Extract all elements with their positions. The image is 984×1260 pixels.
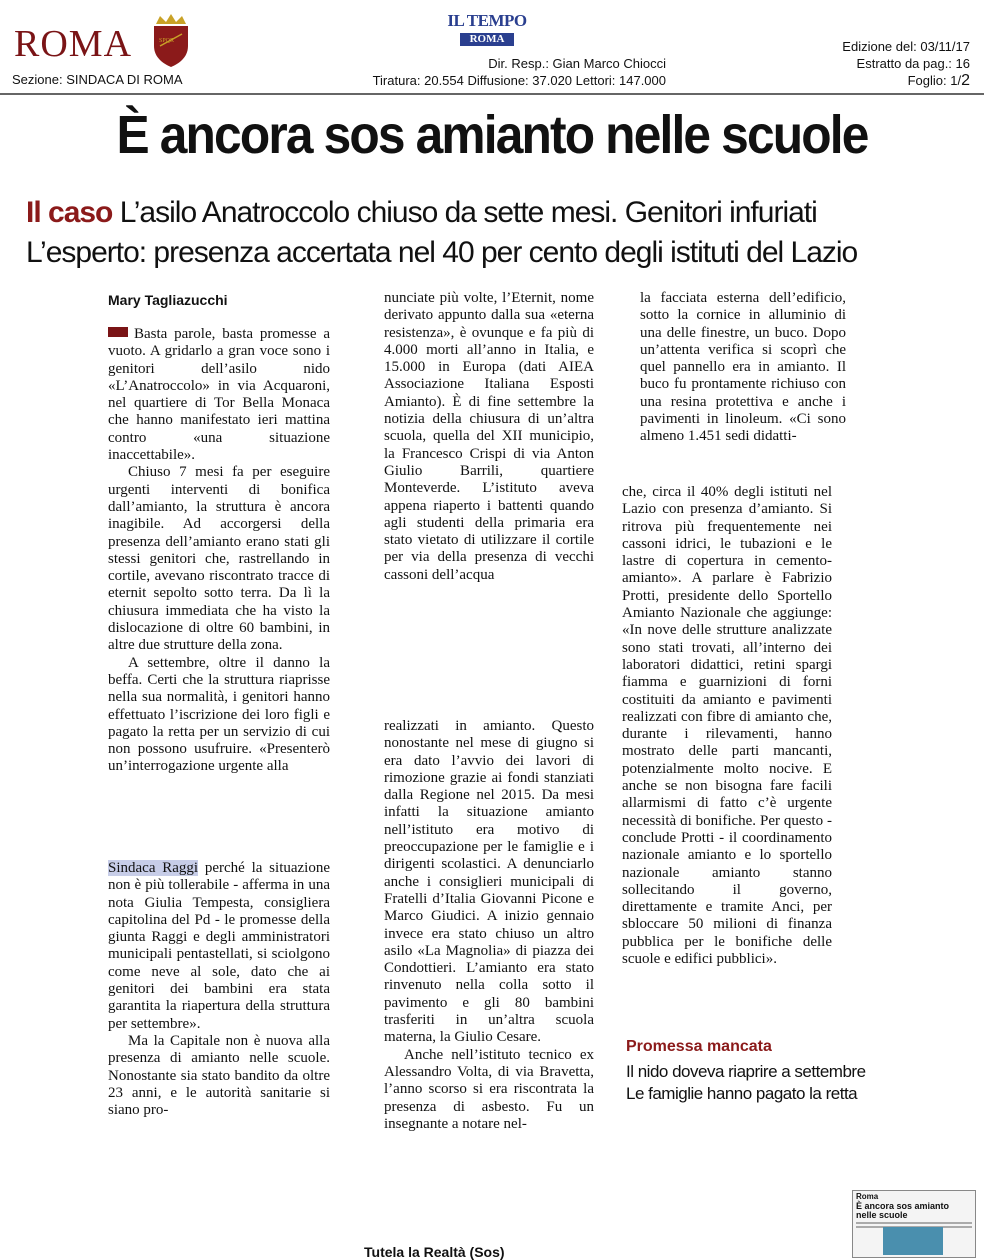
publication-info: [336, 55, 666, 89]
paragraph: [108, 860, 330, 1033]
paragraph: A settembre, oltre il danno la beffa. Certi che la struttura riaprisse nella sua normalità, i genitori hanno effettuato l’iscrizione dei loro figli e pagato la retta per un servizio di cui non possono usufruire. «Presenterò un’interrogazione urgente alla: [108, 654, 330, 775]
column-3-top: [640, 290, 846, 446]
thumbnail-title: È ancora sos amianto nelle scuole: [856, 1201, 950, 1220]
paragraph: la facciata esterna dell’edificio, sotto la cornice in alluminio di una delle finestre, un buco. Dopo un’attenta verifica si scoprì che quel pannello era in amianto. Il buco fu prontamente richiuso con una resina protettiva e anche i pavimenti in linoleum. «Ci sono almeno 1.451 sedi didatti-: [640, 290, 846, 445]
article-title: È ancora sos amianto nelle scuole: [116, 105, 868, 165]
page-header: [0, 0, 984, 92]
paragraph: Chiuso 7 mesi fa per eseguire urgenti interventi di bonifica dall’amianto, la struttura è ancora inagibile. Ad accorgersi della presenza dell’amianto erano stati gli stessi genitori che, rastrellando in cortile, avevano riscontrato tracce di eternit sepolto sotto terra. Da lì la chiusura immediata che ha visto la dislocazione di oltre 60 bambini, in altre due strutture della zona.: [108, 464, 330, 654]
sheet-total: 2: [961, 72, 970, 89]
section-label: Sezione: SINDACA DI ROMA: [12, 72, 183, 87]
column-2-bottom: [384, 718, 594, 1133]
column-2-top: [384, 290, 594, 584]
article-subtitle-2: L’esperto: presenza accertata nel 40 per cento degli istituti del Lazio: [26, 236, 858, 269]
paragraph: Anche nell’istituto tecnico ex Alessandro Volta, di via Bravetta, l’anno scorso si era riscontrata la presenza di asbesto. Fu un insegnante a notare nel-: [384, 1046, 594, 1132]
column-1-bottom: [108, 860, 330, 1119]
kicker: Il caso: [26, 196, 113, 229]
sidebar-box-title: Promessa mancata: [626, 1038, 772, 1055]
byline: Mary Tagliazucchi: [108, 292, 228, 308]
svg-text:SPQR: SPQR: [159, 38, 175, 44]
paragraph-text: Basta parole, basta promesse a vuoto. A gridarlo a gran voce sono i genitori dell’asilo nido «L’Anatroccolo» in via Acquaroni, nel quartiere di Tor Bella Monaca che hanno manifestato ieri mattina contro «una situazione inaccettabile».: [108, 326, 330, 464]
paragraph: nunciate più volte, l’Eternit, nome derivato appunto dalla sua «eterna resistenza», è ovunque e fa più di 4.000 morti all’anno in Italia, e 15.000 in Europa (dati AIEA Associazione Italiana Esposti Amianto). È di fine settembre la notizia della chiusura di un’altra scuola, quella del XII municipio, la Francesco Crispi di via Anton Giulio Barrili, quartiere Monteverde. L’istituto aveva appena riaperto i battenti quando agli studenti della primaria era stato vietato di utilizzare il cortile per via della presenza di vecchi cassoni dell’acqua: [384, 290, 594, 583]
masthead-roma: ROMA: [14, 23, 133, 65]
thumbnail-tag: Roma: [856, 1192, 879, 1201]
column-3-bottom: [622, 484, 832, 968]
newspaper-logo: [432, 12, 542, 47]
logo-line-2: ROMA: [460, 33, 515, 46]
thumbnail-line: [856, 1222, 972, 1224]
page-extract: Estratto da pag.: 16: [856, 56, 970, 71]
roma-crest-icon: [150, 12, 192, 68]
thumbnail-photo: [883, 1227, 943, 1255]
sheet-prefix: Foglio: 1/: [907, 73, 962, 88]
sidebar-box-line-2: Le famiglie hanno pagato la retta: [626, 1084, 858, 1103]
paragraph: realizzati in amianto. Questo nonostante nel mese di giugno si era dato l’avvio dei lavori di rimozione grazie ai fondi stanziati dalla Regione nel 2015. Da mesi infatti la situazione amianto nell’istituto era motivo di preoccupazione per le famiglie e i dirigenti scolastici. A denunciarlo anche i consiglieri municipali di Fratelli d’Italia Giovanni Picone e Marco Giudici. A inizio gennaio invece era stato chiuso un altro asilo «La Magnolia» di piazza dei Condottieri. L’amianto era stato rinvenuto nella colla sotto il pavimento e gli 80 bambini trasferiti in un’altra scuola materna, la Giulio Cesare.: [384, 718, 594, 1046]
highlighted-text: Sindaca Raggi: [108, 860, 199, 876]
column-1-top: [108, 326, 330, 776]
logo-line-1: IL TEMPO: [447, 11, 527, 30]
sidebar-box-line-1: Il nido doveva riaprire a settembre: [626, 1062, 866, 1081]
lead-square-icon: [108, 327, 128, 337]
circulation-line: Tiratura: 20.554 Diffusione: 37.020 Lettori: 147.000: [372, 73, 666, 88]
paragraph-text: perché la situazione non è più tollerabile - afferma in una nota Giulia Tempesta, consigliera capitolina del Pd - le promesse della giunta Raggi e degli amministratori municipali pentastellati, si sciolgono come neve al sole, dato che ai genitori dei bambini era stata garantita la riapertura della struttura per settembre».: [108, 860, 330, 1032]
edition-info: [842, 38, 970, 89]
paragraph: Ma la Capitale non è nuova alla presenza di amianto nelle scuole. Nonostante sia stato bandito da oltre 23 anni, e le autorità sanitarie si siano pro-: [108, 1032, 330, 1119]
subtitle-1-text: L’asilo Anatroccolo chiuso da sette mesi. Genitori infuriati: [119, 196, 817, 229]
cut-caption: Tutela la Realtà (Sos): [364, 1244, 505, 1260]
page-thumbnail[interactable]: [852, 1190, 976, 1258]
sheet-number: [842, 72, 970, 89]
paragraph: [108, 326, 330, 464]
header-divider: [0, 93, 984, 95]
edition-date: Edizione del: 03/11/17: [842, 39, 970, 54]
director-line: Dir. Resp.: Gian Marco Chiocci: [488, 56, 666, 71]
article-subtitle-1: [26, 196, 817, 230]
paragraph: che, circa il 40% degli istituti nel Lazio con presenza d’amianto. Si ritrova più frequentemente nei cassoni idrici, le tubazioni e le lastre di copertura in cemento-amianto». A parlare è Fabrizio Protti, presidente dello Sportello Amianto Nazionale che aggiunge: «In nove delle strutture analizzate sono stati trovati, all’interno dei laboratori didattici, retini spargi fiamma e guarnizioni di forni costituiti da amianto e pavimenti realizzati con fibre di amianto che, durante i rilevamenti, hanno mostrato delle parti mancanti, potenzialmente molto nocive. E anche se non bisogna fare facili allarmismi di fatto c’è urgente necessità di bonifiche. Per questo - conclude Protti - il coordinamento nazionale amianto e lo sportello nazionale amianto stanno sollecitando il governo, direttamente e tramite Anci, per sbloccare 50 milioni di finanza pubblica per le bonifiche delle scuole e edifici pubblici».: [622, 484, 832, 968]
